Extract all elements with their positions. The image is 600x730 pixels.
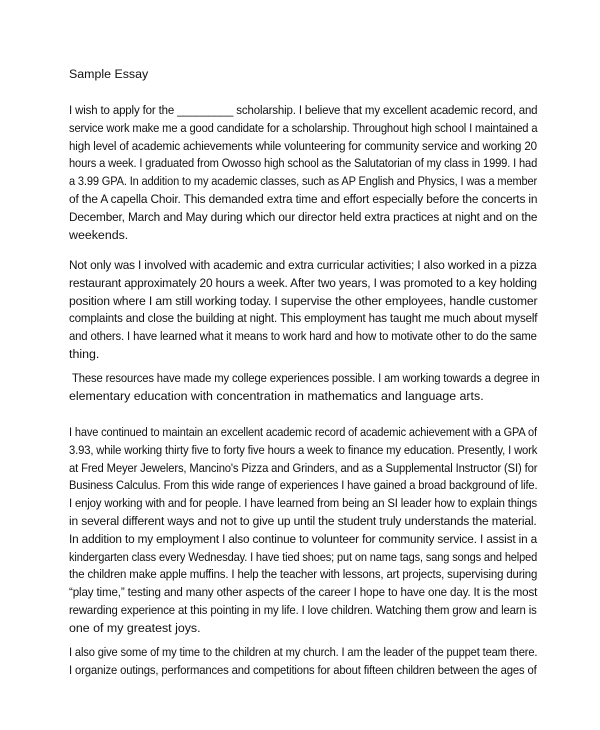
paragraph-line: Not only was I involved with academic and extra curricular activities; I also worked in a pizza [69,258,537,272]
paragraph-line: position where I am still working today. I supervise the other employees, handle customer [69,293,538,308]
paragraph-line: of the A capella Choir. This demanded extra time and effort especially before the concerts in [69,191,538,206]
paragraph-line: I also give some of my time to the children at my church. I am the leader of the puppet team there. [69,645,538,659]
paragraph-line: in several different ways and not to give up until the student truly understands the material. [69,513,537,528]
paragraph-line: hours a week. I graduated from Owosso high school as the Salutatorian of my class in 1999. I had [69,156,538,171]
paragraph-1 [69,102,549,244]
paragraph-3 [69,370,549,406]
paragraph-4 [69,424,549,638]
paragraph-line: Business Calculus. From this wide range of experiences I have gained a broad background of life. [69,478,538,493]
paragraph-line: I enjoy working with and for people. I have learned from being an SI leader how to explain things [69,496,538,511]
paragraph-line: I wish to apply for the _________ scholarship. I believe that my excellent academic record, and [69,103,538,117]
paragraph-line: at Fred Meyer Jewelers, Mancino's Pizza and Grinders, and as a Supplemental Instructor (SI) for [69,460,538,475]
paragraph-line: In addition to my employment I also continue to volunteer for community service. I assist in a [69,531,538,546]
paragraph-line: and others. I have learned what it means to work hard and how to motivate other to do the same [69,329,537,344]
paragraph-line: I organize outings, performances and competitions for about fifteen children between the ages of [69,662,537,677]
paragraph-line: service work make me a good candidate for a scholarship. Throughout high school I maintained a [69,120,538,135]
paragraph-line: I have continued to maintain an excellent academic record of academic achievement with a GPA of [69,425,537,439]
paragraph-line: 3.93, while working thirty five to forty five hours a week to finance my education. Presently, I work [69,442,538,457]
paragraph-line: one of my greatest joys. [69,620,201,635]
paragraph-line: restaurant approximately 20 hours a week. After two years, I was promoted to a key holding [69,275,537,290]
essay-title: Sample Essay [69,67,149,81]
paragraph-5 [69,644,549,680]
paragraph-line: the children make apple muffins. I help the teacher with lessons, art projects, supervising during [69,567,538,582]
paragraph-line: “play time,” testing and many other aspects of the career I hope to have one day. It is the most [69,585,538,600]
paragraph-line: complaints and close the building at night. This employment has taught me much about myself [69,311,538,326]
paragraph-line: high level of academic achievements while volunteering for community service and working 20 [69,138,537,153]
paragraph-2 [69,257,549,364]
paragraph-line: elementary education with concentration in mathematics and language arts. [69,388,484,403]
paragraph-line: These resources have made my college experiences possible. I am working towards a degree in [72,371,540,385]
paragraph-line: weekends. [69,227,129,242]
paragraph-line: kindergarten class every Wednesday. I have tied shoes; put on name tags, sang songs and helped [69,549,538,564]
paragraph-line: rewarding experience at this pointing in my life. I love children. Watching them grow and learn is [69,602,537,617]
paragraph-line: a 3.99 GPA. In addition to my academic classes, such as AP English and Physics, I was a member [69,174,538,189]
paragraph-line: thing. [69,346,100,361]
paragraph-line: December, March and May during which our director held extra practices at night and on the [69,209,538,224]
